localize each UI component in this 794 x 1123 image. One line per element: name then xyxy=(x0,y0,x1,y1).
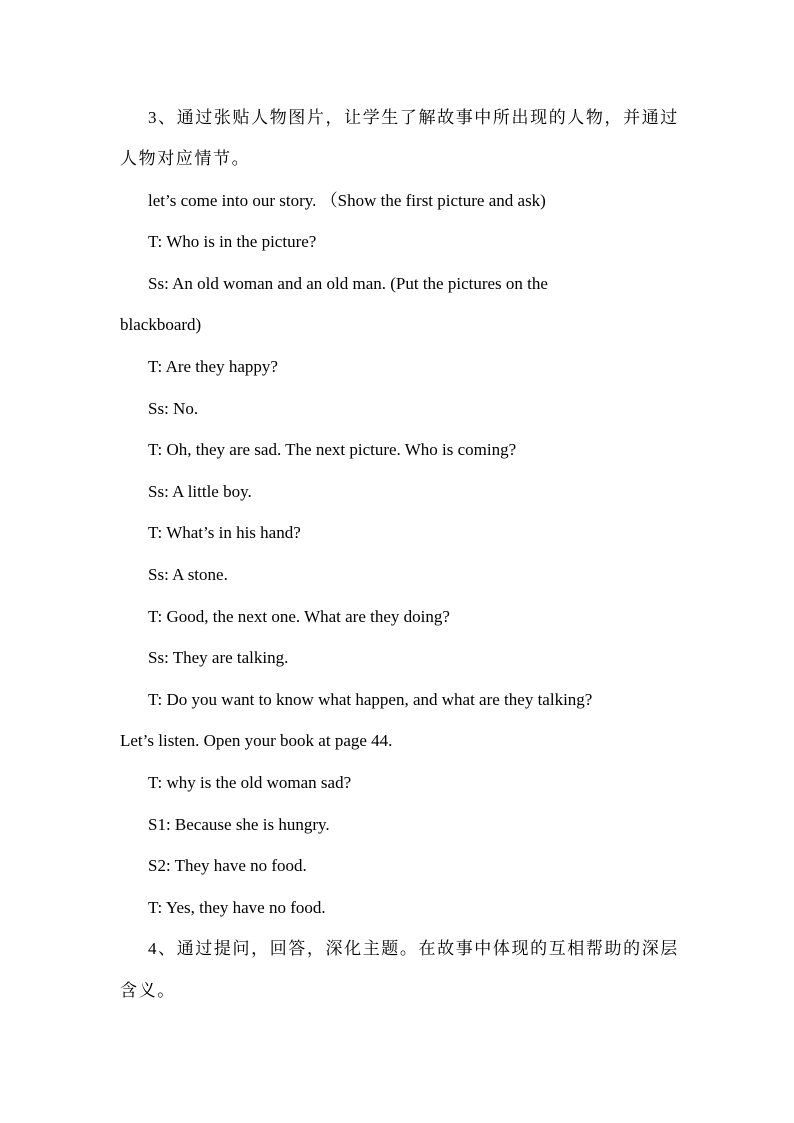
dialogue-line: T: Do you want to know what happen, and what are they talking? xyxy=(148,690,593,709)
dialogue-line: T: Good, the next one. What are they doing? xyxy=(148,607,450,626)
dialogue-line: T: Who is in the picture? xyxy=(148,232,317,251)
paragraph-step-3-line-1: 3、通过张贴人物图片，让学生了解故事中所出现的人物，并通过 xyxy=(148,108,679,127)
dialogue-line: Ss: They are talking. xyxy=(148,648,289,667)
dialogue-line-continuation: Let’s listen. Open your book at page 44. xyxy=(120,731,393,750)
dialogue-line: T: What’s in his hand? xyxy=(148,523,301,542)
dialogue-line: Ss: An old woman and an old man. (Put the pictures on the xyxy=(148,274,548,293)
dialogue-line: S1: Because she is hungry. xyxy=(148,815,330,834)
paragraph-step-4-line-2: 含义。 xyxy=(120,981,176,1000)
dialogue-line-continuation: blackboard) xyxy=(120,315,202,334)
dialogue-line: T: Oh, they are sad. The next picture. Who is coming? xyxy=(148,440,517,459)
paragraph-step-3-line-2: 人物对应情节。 xyxy=(120,149,251,168)
dialogue-line: let’s come into our story. （Show the first picture and ask) xyxy=(148,191,546,210)
dialogue-line: T: Are they happy? xyxy=(148,357,278,376)
dialogue-line: T: why is the old woman sad? xyxy=(148,773,352,792)
dialogue-line: T: Yes, they have no food. xyxy=(148,898,326,917)
dialogue-line: Ss: A little boy. xyxy=(148,482,252,501)
dialogue-line: Ss: No. xyxy=(148,399,199,418)
dialogue-line: S2: They have no food. xyxy=(148,856,307,875)
paragraph-step-4-line-1: 4、通过提问，回答，深化主题。在故事中体现的互相帮助的深层 xyxy=(148,939,679,958)
dialogue-line: Ss: A stone. xyxy=(148,565,228,584)
